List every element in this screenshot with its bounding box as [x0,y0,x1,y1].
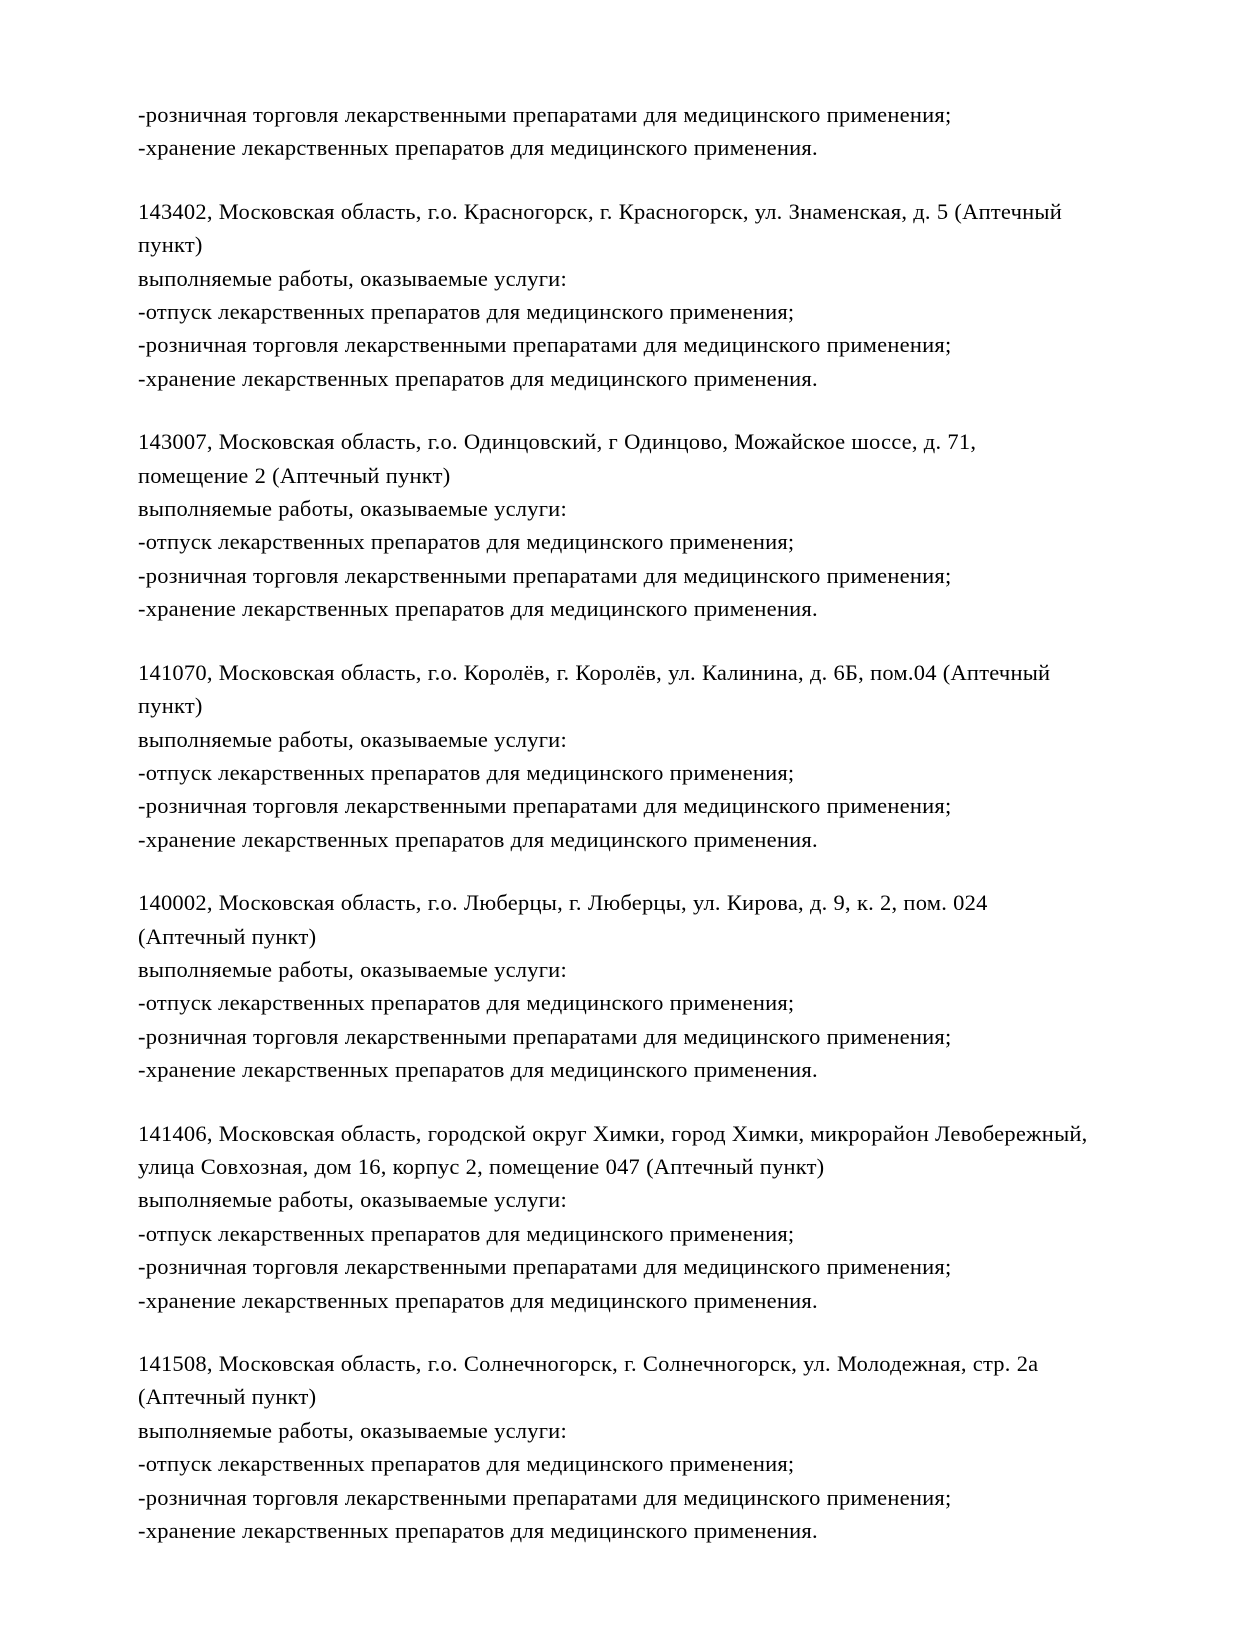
address-entry [138,1117,1088,1317]
service-list [138,1447,1088,1547]
service-item: -хранение лекарственных препаратов для медицинского применения. [138,826,818,852]
service-item: -розничная торговля лекарственными препаратами для медицинского применения; [138,562,952,588]
service-item: -хранение лекарственных препаратов для медицинского применения. [138,135,818,161]
services-heading: выполняемые работы, оказываемые услуги: [138,956,567,982]
continued-service-list [138,98,1088,165]
service-item: -отпуск лекарственных препаратов для медицинского применения; [138,1220,795,1246]
service-item: -отпуск лекарственных препаратов для медицинского применения; [138,990,795,1016]
services-heading: выполняемые работы, оказываемые услуги: [138,1187,567,1213]
service-item: -хранение лекарственных препаратов для медицинского применения. [138,1518,818,1544]
document-body [138,98,1088,1547]
service-list [138,756,1088,856]
address-entry [138,886,1088,1086]
service-item: -хранение лекарственных препаратов для медицинского применения. [138,365,818,391]
service-item: -хранение лекарственных препаратов для медицинского применения. [138,1057,818,1083]
service-item: -отпуск лекарственных препаратов для медицинского применения; [138,1451,795,1477]
services-heading: выполняемые работы, оказываемые услуги: [138,726,567,752]
service-item: -хранение лекарственных препаратов для медицинского применения. [138,1287,818,1313]
service-item: -отпуск лекарственных препаратов для медицинского применения; [138,529,795,555]
service-list [138,295,1088,395]
services-heading: выполняемые работы, оказываемые услуги: [138,1417,567,1443]
service-item: -розничная торговля лекарственными препаратами для медицинского применения; [138,1484,952,1510]
entry-address: 141070, Московская область, г.о. Королёв, г. Королёв, ул. Калинина, д. 6Б, пом.04 (Аптечный пункт) [138,659,1051,719]
entry-address: 140002, Московская область, г.о. Люберцы, г. Люберцы, ул. Кирова, д. 9, к. 2, пом. 024 (Аптечный пункт) [138,890,988,949]
continued-services-block [138,98,1088,165]
address-entry [138,195,1088,395]
entry-address: 143402, Московская область, г.о. Красногорск, г. Красногорск, ул. Знаменская, д. 5 (Аптечный пункт) [138,198,1062,258]
service-item: -розничная торговля лекарственными препаратами для медицинского применения; [138,102,952,127]
service-list [138,525,1088,625]
service-item: -отпуск лекарственных препаратов для медицинского применения; [138,759,795,785]
service-item: -хранение лекарственных препаратов для медицинского применения. [138,596,818,622]
service-item: -розничная торговля лекарственными препаратами для медицинского применения; [138,1023,952,1049]
service-item: -отпуск лекарственных препаратов для медицинского применения; [138,299,795,325]
services-heading: выполняемые работы, оказываемые услуги: [138,265,567,291]
services-heading: выполняемые работы, оказываемые услуги: [138,496,567,522]
service-list [138,1217,1088,1317]
service-item: -розничная торговля лекарственными препаратами для медицинского применения; [138,332,952,358]
entry-address: 141508, Московская область, г.о. Солнечногорск, г. Солнечногорск, ул. Молодежная, стр. 2а (Аптечный пункт) [138,1351,1039,1410]
address-entry [138,1347,1088,1547]
service-item: -розничная торговля лекарственными препаратами для медицинского применения; [138,793,952,819]
service-item: -розничная торговля лекарственными препаратами для медицинского применения; [138,1254,952,1280]
address-entry [138,656,1088,856]
address-entry [138,425,1088,625]
entry-address: 143007, Московская область, г.о. Одинцовский, г Одинцово, Можайское шоссе, д. 71, помещение 2 (Аптечный пункт) [138,429,977,488]
entry-address: 141406, Московская область, городской округ Химки, город Химки, микрорайон Левобережный, улица Совхозная, дом 16, корпус 2, помещение 047 (Аптечный пункт) [138,1120,1088,1179]
service-list [138,986,1088,1086]
